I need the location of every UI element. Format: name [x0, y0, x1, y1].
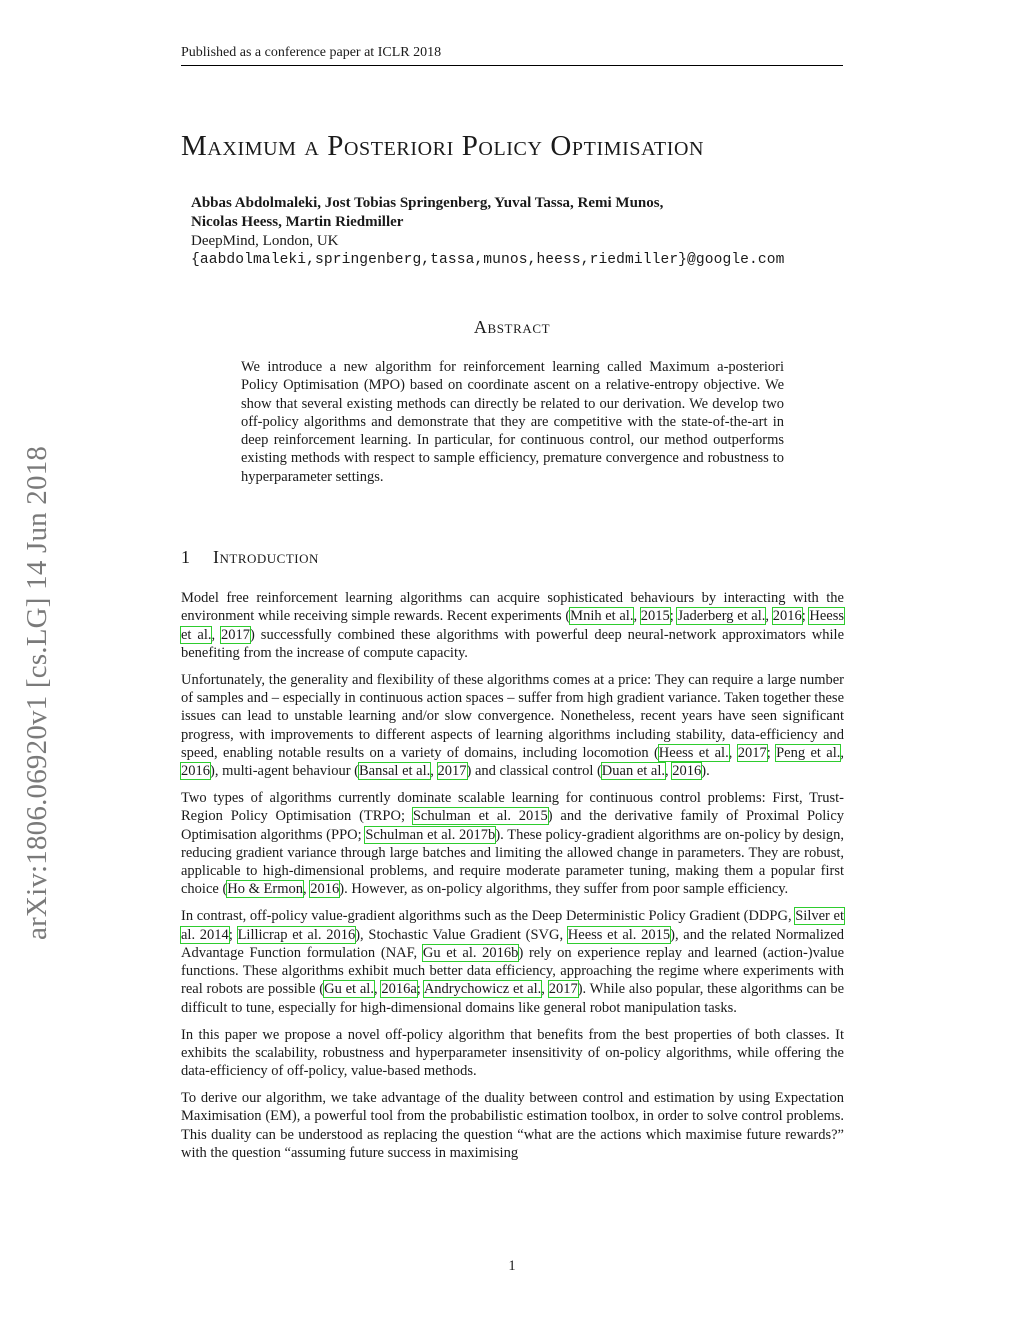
- text-run: ), and the related Normalized Advantage Function formulation (NAF,: [181, 926, 845, 961]
- body-text-column: [181, 589, 844, 1171]
- author-block: [191, 194, 891, 270]
- citation-link[interactable]: Gu et al.: [324, 981, 374, 998]
- citation-link[interactable]: Andrychowicz et al.: [423, 981, 542, 998]
- paragraph-1: [181, 589, 844, 662]
- text-run: ,: [840, 744, 845, 761]
- paragraph-3: [181, 789, 844, 899]
- paragraph-5: In this paper we propose a novel off-policy algorithm that benefits from the best properties of both classes. It exhibits the scalability, robustness and hyperparameter insensitivity of on-policy algorithms, while offering the data-efficiency of off-policy, value-based methods.: [181, 1026, 844, 1080]
- citation-link[interactable]: Ho & Ermon: [227, 881, 304, 898]
- citation-link[interactable]: Jaderberg et al.: [677, 608, 766, 625]
- section-title: Introduction: [213, 547, 319, 567]
- text-run: ;: [669, 608, 678, 625]
- text-run: Two types of algorithms currently dominate scalable learning for continuous control problems: First, Trust-Region Policy Optimisation (TRPO;: [181, 789, 844, 825]
- text-run: ), Stochastic Value Gradient (SVG,: [355, 926, 568, 943]
- citation-link[interactable]: 2017: [737, 744, 767, 761]
- text-run: ,: [728, 744, 738, 761]
- text-run: ;: [416, 981, 424, 998]
- text-run: In contrast, off-policy value-gradient algorithms such as the Deep Deterministic Policy Gradient (DDPG,: [181, 908, 796, 925]
- citation-link[interactable]: Heess et al.: [658, 744, 729, 761]
- citation-link[interactable]: Heess et al. 2015: [567, 926, 671, 943]
- affiliation: DeepMind, London, UK: [191, 233, 339, 249]
- paragraph-2: [181, 671, 844, 781]
- paper-title: Maximum a Posteriori Policy Optimisation: [181, 130, 705, 162]
- citation-link[interactable]: 2016: [672, 763, 702, 780]
- text-run: ;: [766, 744, 777, 761]
- citation-link[interactable]: Silver et al. 2014: [181, 908, 844, 943]
- text-run: ,: [765, 608, 773, 625]
- abstract-text: We introduce a new algorithm for reinforcement learning called Maximum a-posteriori Policy Optimisation (MPO) based on coordinate ascent on a relative-entropy objective. We show that several existing methods can directly be related to our derivation. We develop two off-policy algorithms and demonstrate that they are competitive with the state-of-the-art in deep reinforcement learning. In particular, for continuous control, our method outperforms existing methods with respect to sample efficiency, premature convergence and robustness to hyperparameter settings.: [241, 359, 784, 485]
- citation-link[interactable]: 2017: [437, 763, 467, 780]
- page-number: 1: [508, 1258, 516, 1274]
- text-run: ) rely on experience replay and learned (action-)value functions. These algorithms exhibit much better data efficiency, approaching the regime where experiments with real robots are possible (: [181, 944, 845, 998]
- text-run: ). These policy-gradient algorithms are on-policy by design, reducing gradient variance through large batches and limiting the allowed change in parameters. They are robust, applicable to high-dimensional problems, and require moderate parameter tuning, making them a popular first choice (: [181, 826, 845, 898]
- citation-link[interactable]: Peng et al.: [776, 744, 841, 761]
- text-run: ,: [430, 763, 438, 780]
- author-names-line-1: Abbas Abdolmaleki, Jost Tobias Springenberg, Yuval Tassa, Remi Munos,: [191, 195, 664, 211]
- paragraph-4: [181, 907, 844, 1017]
- text-run: ) and classical control (: [466, 763, 602, 780]
- citation-link[interactable]: 2017: [548, 981, 578, 998]
- author-names-line-2: Nicolas Heess, Martin Riedmiller: [191, 214, 404, 230]
- text-run: Model free reinforcement learning algorithms can acquire sophisticated behaviours by interacting with the environment while receiving simple rewards. Recent experiments (: [181, 590, 844, 625]
- citation-link[interactable]: Lillicrap et al. 2016: [237, 926, 356, 943]
- running-head: Published as a conference paper at ICLR 2018: [181, 44, 843, 66]
- text-run: ,: [665, 763, 673, 780]
- text-run: ).: [701, 763, 710, 780]
- citation-link[interactable]: Schulman et al. 2015: [412, 808, 548, 825]
- text-run: ) and the derivative family of Proximal Policy Optimisation algorithms (PPO;: [181, 808, 845, 843]
- text-run: ;: [228, 926, 238, 943]
- citation-link[interactable]: Bansal et al.: [358, 763, 431, 780]
- text-run: ,: [541, 981, 549, 998]
- text-run: ,: [303, 881, 311, 898]
- text-run: ;: [801, 608, 810, 625]
- paragraph-6: To derive our algorithm, we take advantage of the duality between control and estimation by using Expectation Maximisation (EM), a powerful tool from the probabilistic estimation toolbox, in order to solve control problems. This duality can be understood as replacing the question “what are the actions which maximise future rewards?” with the question “assuming future success in maximising: [181, 1089, 844, 1161]
- abstract-heading: Abstract: [473, 317, 551, 337]
- citation-link[interactable]: 2016: [310, 881, 340, 898]
- text-run: ), multi-agent behaviour (: [210, 763, 359, 780]
- citation-link[interactable]: 2017: [221, 626, 251, 643]
- citation-link[interactable]: Schulman et al. 2017b: [365, 826, 496, 843]
- text-run: ,: [633, 608, 641, 625]
- citation-link[interactable]: 2015: [640, 608, 670, 625]
- section-number: 1: [181, 547, 191, 567]
- text-run: ,: [373, 981, 382, 998]
- text-run: ). However, as on-policy algorithms, they suffer from poor sample efficiency.: [339, 881, 789, 898]
- author-emails: {aabdolmaleki,springenberg,tassa,munos,heess,riedmiller}@google.com: [191, 252, 785, 268]
- citation-link[interactable]: Heess et al.: [181, 608, 845, 643]
- text-run: ,: [211, 626, 222, 643]
- citation-link[interactable]: 2016: [181, 763, 210, 780]
- text-run: ) successfully combined these algorithms with powerful deep neural-network approximators while benefiting from the increase of compute capacity.: [181, 626, 845, 661]
- text-run: Unfortunately, the generality and flexibility of these algorithms comes at a price: They can require a large number of samples and – especially in continuous action spaces – suffer from high gradient variance. Taken together these issues can lead to unstable learning and/or slow convergence. Nonetheless, recent years have seen significant progress, with improvements to different aspects of learning algorithms including stability, data-efficiency and speed, enabling notable results on a variety of domains, including locomotion (: [181, 671, 844, 761]
- text-run: ). While also popular, these algorithms can be difficult to tune, especially for high-dimensional domains like general robot manipulation tasks.: [181, 981, 845, 1016]
- citation-link[interactable]: Gu et al. 2016b: [422, 944, 519, 961]
- citation-link[interactable]: 2016a: [381, 981, 417, 998]
- citation-link[interactable]: 2016: [772, 608, 802, 625]
- arxiv-identifier-stamp: arXiv:1806.06920v1 [cs.LG] 14 Jun 2018: [21, 445, 53, 940]
- citation-link[interactable]: Duan et al.: [601, 763, 666, 780]
- citation-link[interactable]: Mnih et al.: [570, 608, 634, 625]
- section-heading-introduction: [181, 546, 843, 568]
